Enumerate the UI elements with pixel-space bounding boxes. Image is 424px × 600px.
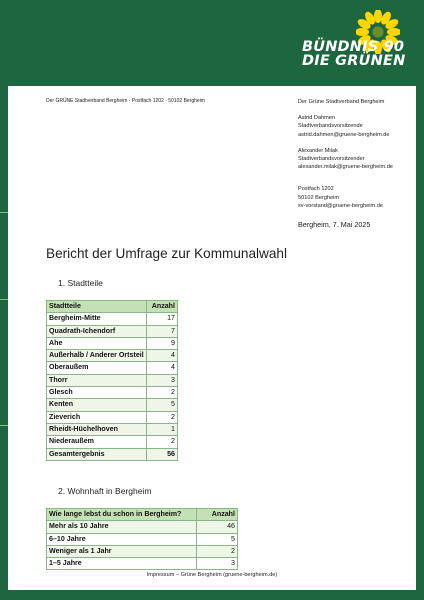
row-value: 5 [197, 533, 238, 545]
table-total-row [47, 448, 178, 460]
row-value: 17 [147, 313, 178, 325]
contact-postbox: Postfach 1202 [298, 186, 334, 193]
contact-block [298, 98, 393, 218]
punch-mark [0, 299, 8, 300]
row-value: 2 [197, 545, 238, 557]
row-label: 1–5 Jahre [47, 558, 197, 570]
letter-date: Bergheim, 7. Mai 2025 [298, 220, 371, 229]
row-label: Kenten [47, 399, 147, 411]
row-label: Niederaußem [47, 436, 147, 448]
footer-impressum[interactable]: Impressum – Grüne Bergheim (gruene-bergheim.de) [146, 572, 278, 578]
row-value: 4 [147, 350, 178, 362]
table-wohnhaft [46, 508, 238, 570]
row-label: Thorr [47, 374, 147, 386]
table-header-row [47, 301, 178, 313]
table-row [47, 521, 238, 533]
row-value: 1 [147, 423, 178, 435]
row-value: 7 [147, 325, 178, 337]
contact-city: 50102 Bergheim [298, 194, 340, 201]
logo-line-1: BÜNDNIS 90 [302, 39, 405, 55]
table-row [47, 423, 178, 435]
logo-wordmark [302, 40, 405, 68]
contact-email[interactable]: sv-vorstand@gruene-bergheim.de [298, 202, 383, 209]
logo-line-2: DIE GRÜNEN [302, 53, 406, 69]
table-stadtteile [46, 300, 178, 461]
table-row [47, 362, 178, 374]
contact-person1-email[interactable]: astrid.dahmen@gruene-bergheim.de [298, 131, 390, 138]
contact-person2-name: Alexander Milak [298, 147, 338, 154]
row-label: Außerhalb / Anderer Ortsteil [47, 350, 147, 362]
letter-page [8, 86, 416, 590]
table-row [47, 533, 238, 545]
contact-person1-name: Astrid Dahmen [298, 115, 335, 122]
section-heading-wohnhaft: 2. Wohnhaft in Bergheim [58, 486, 152, 496]
row-value: 4 [147, 362, 178, 374]
column-header: Stadtteile [47, 301, 147, 313]
table-header-row [47, 509, 238, 521]
table-row [47, 313, 178, 325]
total-label: Gesamtergebnis [47, 448, 147, 460]
table-row [47, 399, 178, 411]
row-label: Ahe [47, 337, 147, 349]
table-row [47, 387, 178, 399]
row-label: Oberaußem [47, 362, 147, 374]
table-row [47, 545, 238, 557]
row-label: Glesch [47, 387, 147, 399]
page-title: Bericht der Umfrage zur Kommunalwahl [46, 246, 288, 261]
contact-person2-email[interactable]: alexander.milak@gruene-bergheim.de [298, 164, 393, 171]
row-value: 9 [147, 337, 178, 349]
column-header: Anzahl [147, 301, 178, 313]
fold-mark-top [0, 212, 8, 213]
row-value: 5 [147, 399, 178, 411]
row-label: 6–10 Jahre [47, 533, 197, 545]
table-row [47, 350, 178, 362]
table-row [47, 374, 178, 386]
table-row [47, 411, 178, 423]
table-row [47, 325, 178, 337]
contact-person1-role: Stadtverbandsvorsitzende [298, 123, 363, 130]
table-row [47, 436, 178, 448]
header-band [0, 0, 424, 86]
row-label: Rheidt-Hüchelhoven [47, 423, 147, 435]
section-heading-stadtteile: 1. Stadtteile [58, 278, 103, 288]
row-label: Weniger als 1 Jahr [47, 545, 197, 557]
table-row [47, 337, 178, 349]
row-label: Quadrath-Ichendorf [47, 325, 147, 337]
table-row [47, 558, 238, 570]
fold-mark-bottom [0, 425, 8, 426]
column-header: Wie lange lebst du schon in Bergheim? [47, 509, 197, 521]
total-value: 56 [147, 448, 178, 460]
column-header: Anzahl [197, 509, 238, 521]
row-label: Mehr als 10 Jahre [47, 521, 197, 533]
row-value: 2 [147, 411, 178, 423]
row-value: 46 [197, 521, 238, 533]
party-logo[interactable] [296, 10, 416, 76]
row-value: 2 [147, 436, 178, 448]
row-label: Bergheim-Mitte [47, 313, 147, 325]
row-label: Zieverich [47, 411, 147, 423]
contact-person2-role: Stadtverbandsvorsitzender [298, 156, 365, 163]
row-value: 3 [197, 558, 238, 570]
row-value: 3 [147, 374, 178, 386]
sender-return-line: Der GRÜNE Stadtverband Bergheim · Postfach 1202 · 50102 Bergheim [46, 98, 205, 104]
row-value: 2 [147, 387, 178, 399]
contact-org: Der Grüne Stadtverband Bergheim [298, 99, 385, 105]
